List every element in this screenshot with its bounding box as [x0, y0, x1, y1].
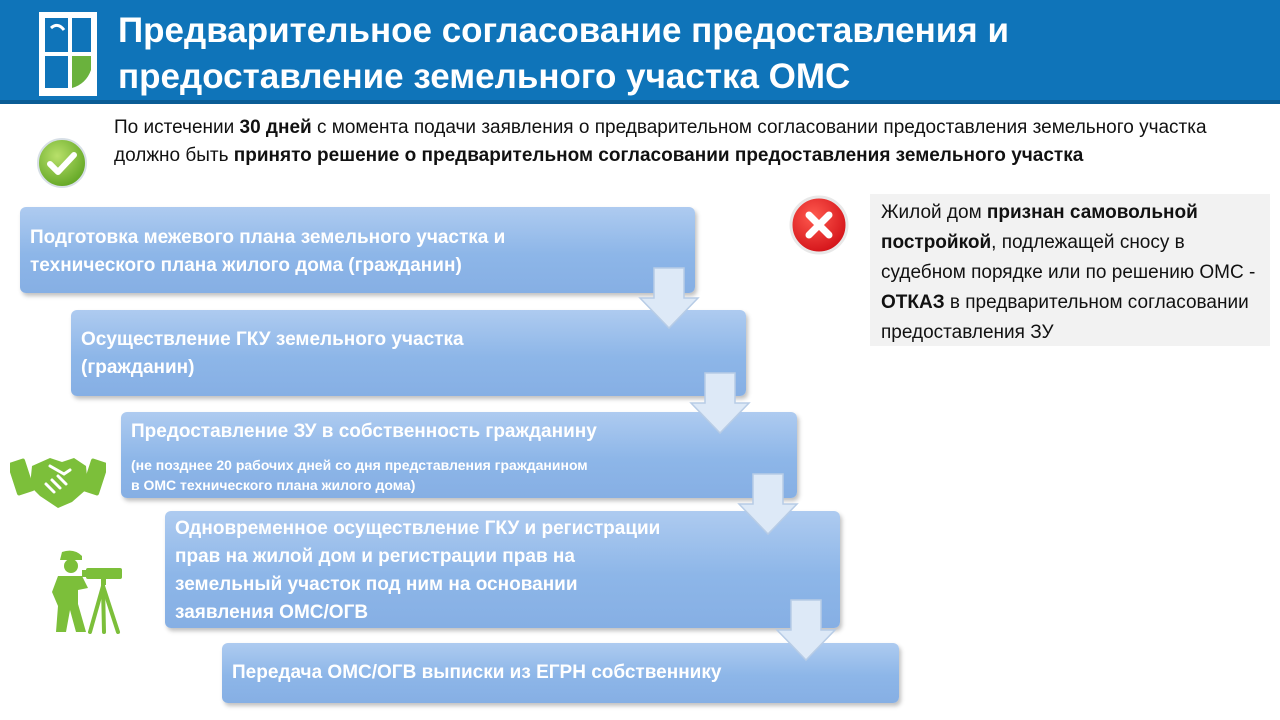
step-4-text [175, 515, 660, 627]
header-bar [0, 0, 1280, 104]
down-arrow-icon [689, 371, 751, 435]
step-2-text [81, 326, 464, 382]
down-arrow-icon [638, 266, 700, 330]
rejection-b1: признан самовольной постройкой [881, 202, 1198, 253]
step-4-line3: земельный участок под ним на основании [175, 574, 578, 595]
step-3-title: Предоставление ЗУ в собственность гражданину [131, 421, 597, 442]
cross-icon [788, 194, 850, 256]
rejection-t3: в предварительном согласовании предоставления ЗУ [881, 292, 1249, 343]
intro-text [114, 114, 1224, 170]
step-3-note-line1: (не позднее 20 рабочих дней со дня представления гражданином [131, 457, 588, 473]
step-5-text: Передача ОМС/ОГВ выписки из ЕГРН собственнику [232, 662, 722, 683]
down-arrow-icon [737, 472, 799, 536]
check-icon [36, 137, 88, 189]
rejection-t2: , подлежащей сносу в судебном порядке или по решению ОМС - [881, 232, 1256, 283]
rejection-b2: ОТКАЗ [881, 292, 945, 313]
rosreestr-logo [36, 8, 102, 100]
step-1-line1: Подготовка межевого плана земельного участка и [30, 227, 506, 248]
step-4-line4: заявления ОМС/ОГВ [175, 602, 369, 623]
down-arrow-icon [775, 598, 837, 662]
surveyor-icon [38, 548, 138, 634]
page-title: Предварительное согласование предоставления и предоставление земельного участка ОМС [118, 11, 1009, 96]
header-divider [0, 100, 1280, 104]
step-3-note-line2: в ОМС технического плана жилого дома) [131, 477, 416, 493]
intro-bold-decision: принято решение о предварительном согласовании предоставления земельного участка [233, 145, 1084, 166]
intro-bold-days: 30 дней [239, 117, 312, 138]
step-2-line1: Осуществление ГКУ земельного участка [81, 329, 464, 350]
step-4-line1: Одновременное осуществление ГКУ и регистрации [175, 518, 661, 539]
step-1-line2: технического плана жилого дома (гражданин) [30, 255, 462, 276]
step-1-text [30, 224, 505, 280]
step-2-line2: (гражданин) [81, 357, 195, 378]
step-4-line2: прав на жилой дом и регистрации прав на [175, 546, 575, 567]
step-box-1 [20, 207, 695, 293]
handshake-icon [10, 444, 106, 512]
step-3-note [131, 455, 588, 495]
intro-part2: с момента подачи заявления о предварительном согласовании предоставления земельного участка должно быть [114, 117, 1207, 166]
rejection-note [870, 194, 1270, 346]
rejection-t1: Жилой дом [881, 202, 987, 223]
intro-part1: По истечении [114, 117, 240, 138]
